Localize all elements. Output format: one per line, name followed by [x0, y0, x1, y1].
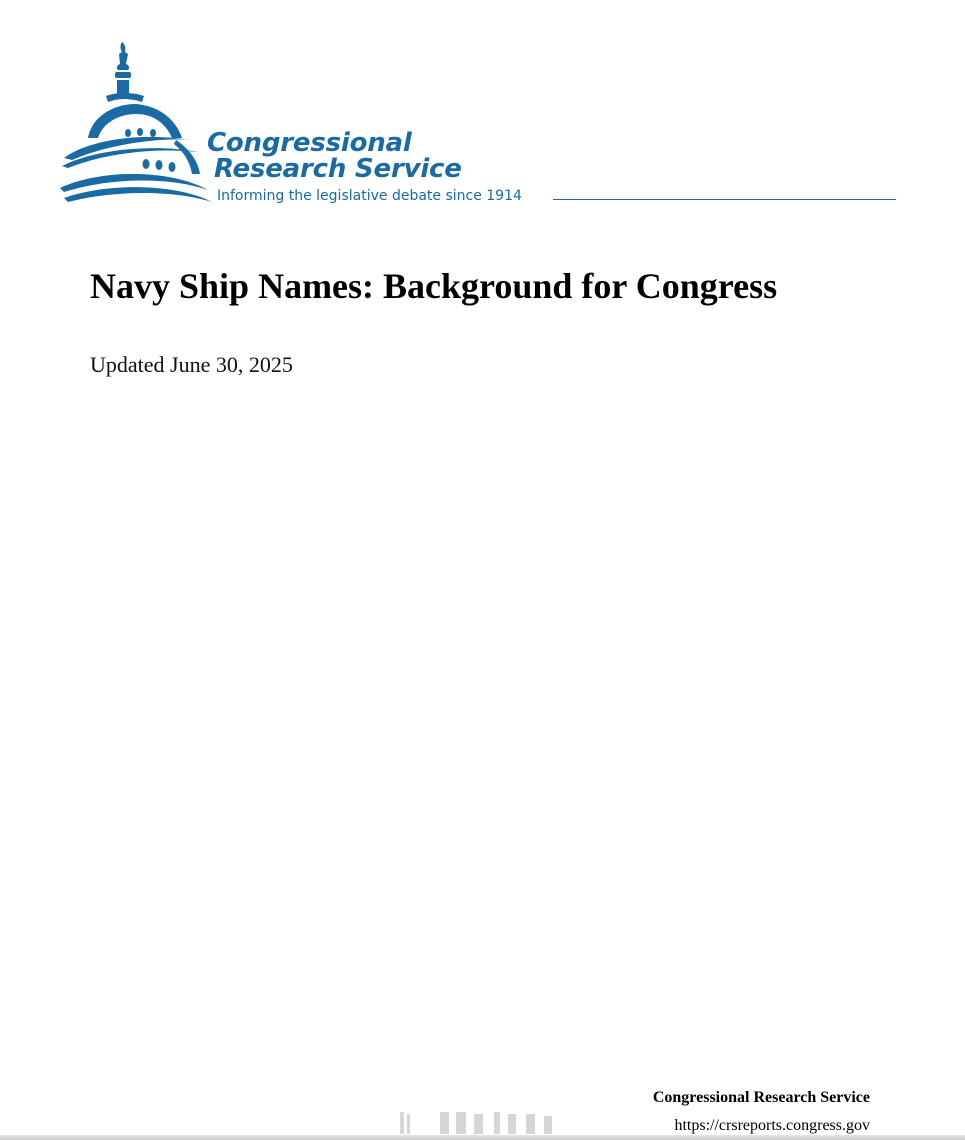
scan-artifact	[398, 1104, 573, 1134]
logo-text-line1: Congressional	[207, 128, 412, 158]
document-date: Updated June 30, 2025	[90, 352, 293, 377]
logo-tagline: Informing the legislative debate since 1914	[217, 188, 522, 204]
document-title: Navy Ship Names: Background for Congress	[90, 266, 778, 306]
capitol-dome-icon	[58, 40, 213, 205]
logo-text-line2: Research Service	[214, 154, 462, 184]
footer-url-link[interactable]: https://crsreports.congress.gov	[674, 1117, 870, 1134]
page-edge	[0, 1135, 965, 1140]
footer-organization: Congressional Research Service	[652, 1089, 870, 1106]
tagline-divider	[553, 199, 896, 200]
